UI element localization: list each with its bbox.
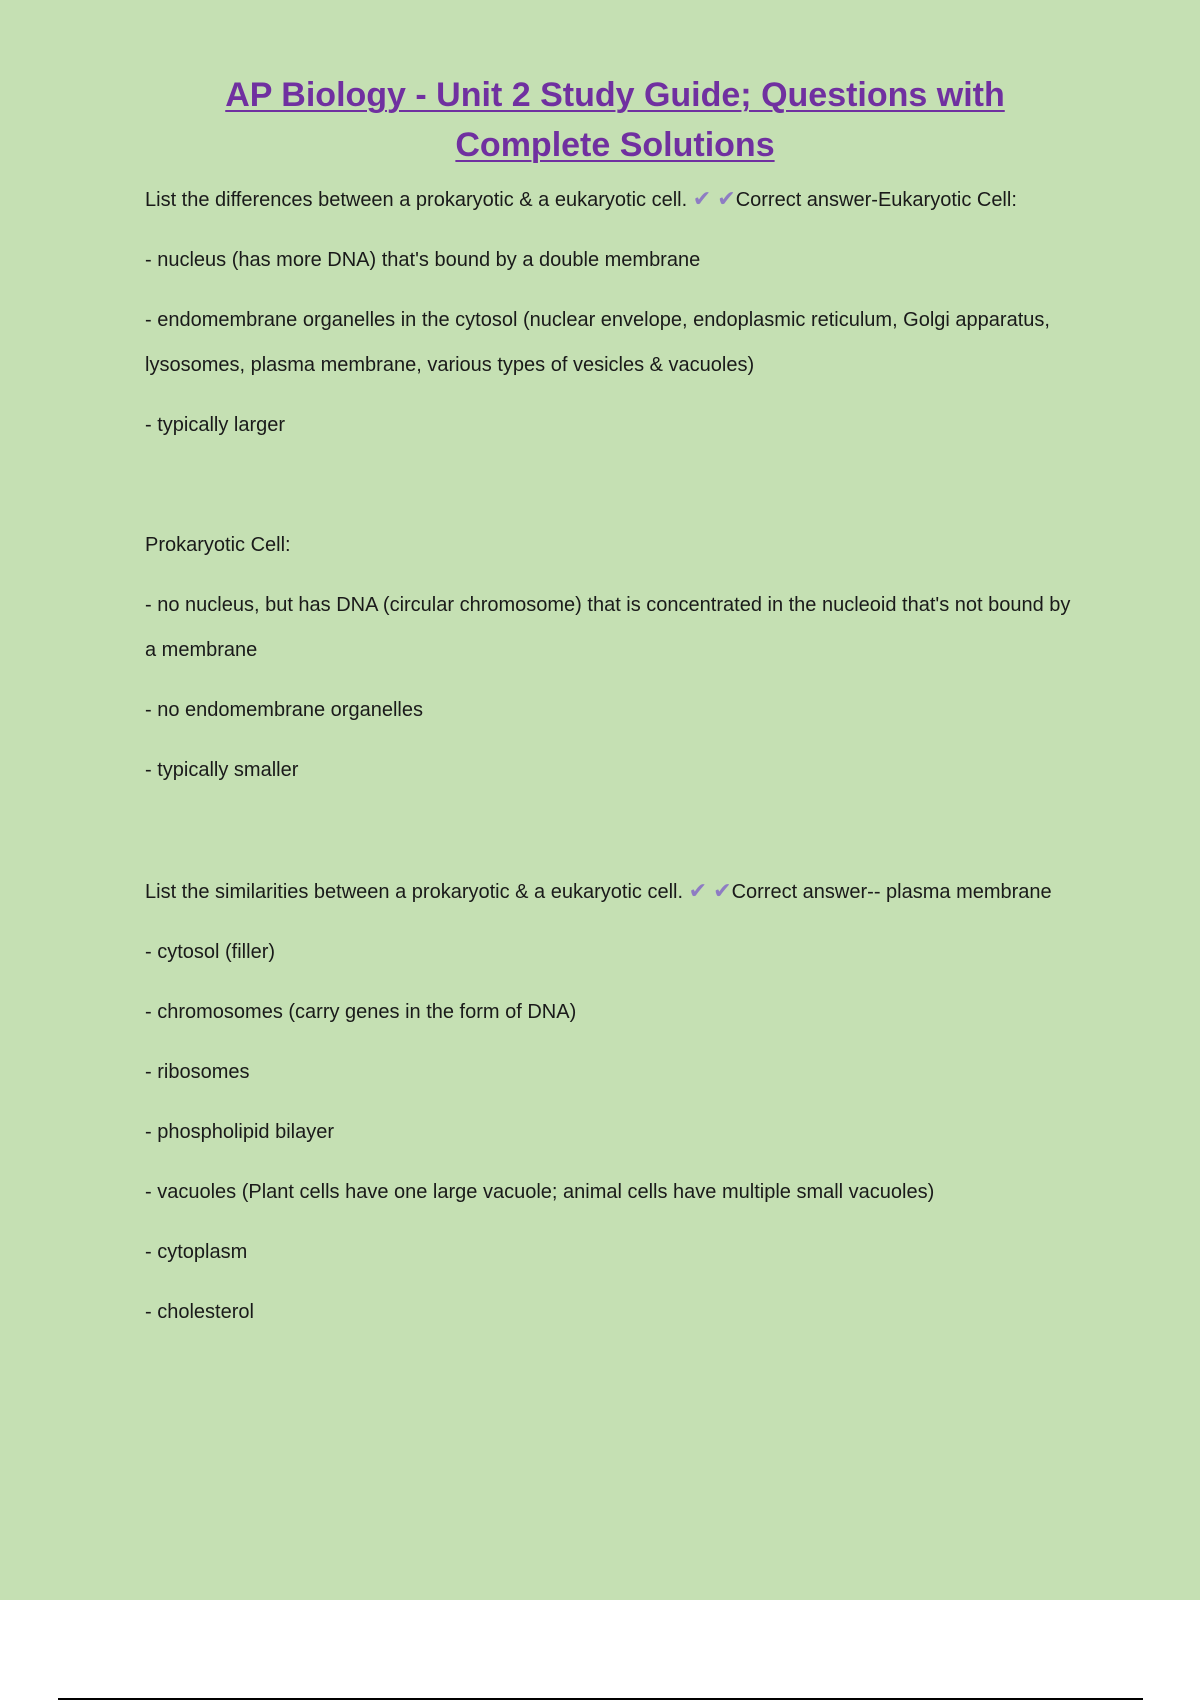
page-title: AP Biology - Unit 2 Study Guide; Questions with Complete Solutions [225, 76, 1005, 164]
question-2-text: List the similarities between a prokaryotic & a eukaryotic cell. [145, 881, 684, 903]
question-1-text: List the differences between a prokaryotic & a eukaryotic cell. [145, 189, 688, 211]
question-2 [145, 868, 1085, 915]
list-item: - cytoplasm [145, 1241, 248, 1263]
list-item: - cytosol (filler) [145, 941, 276, 963]
spacer [145, 808, 1085, 868]
list-item: - ribosomes [145, 1061, 250, 1083]
question-2-answer-lead: Correct answer-- plasma membrane [731, 881, 1052, 903]
list-item: - phospholipid bilayer [145, 1121, 335, 1143]
list-item: - nucleus (has more DNA) that's bound by a double membrane [145, 249, 701, 271]
check-icon: ✔ ✔ [692, 186, 736, 211]
question-1-answer-lead: Correct answer-Eukaryotic Cell: [735, 189, 1017, 211]
spacer [145, 463, 1085, 523]
list-item: - typically larger [145, 414, 286, 436]
list-item: - typically smaller [145, 759, 299, 781]
question-1 [145, 176, 1085, 223]
list-item: - no nucleus, but has DNA (circular chromosome) that is concentrated in the nucleoid that's not bound by a membrane [145, 594, 1071, 661]
prokaryotic-heading: Prokaryotic Cell: [145, 534, 291, 556]
document-body [145, 70, 1085, 1350]
list-item: - chromosomes (carry genes in the form of DNA) [145, 1001, 577, 1023]
list-item: - vacuoles (Plant cells have one large vacuole; animal cells have multiple small vacuoles) [145, 1181, 935, 1203]
list-item: - cholesterol [145, 1301, 254, 1323]
check-icon: ✔ ✔ [688, 878, 732, 903]
list-item: - no endomembrane organelles [145, 699, 423, 721]
list-item: - endomembrane organelles in the cytosol (nuclear envelope, endoplasmic reticulum, Golgi apparatus, lysosomes, plasma membrane, various types of vesicles & vacuoles) [145, 309, 1050, 376]
